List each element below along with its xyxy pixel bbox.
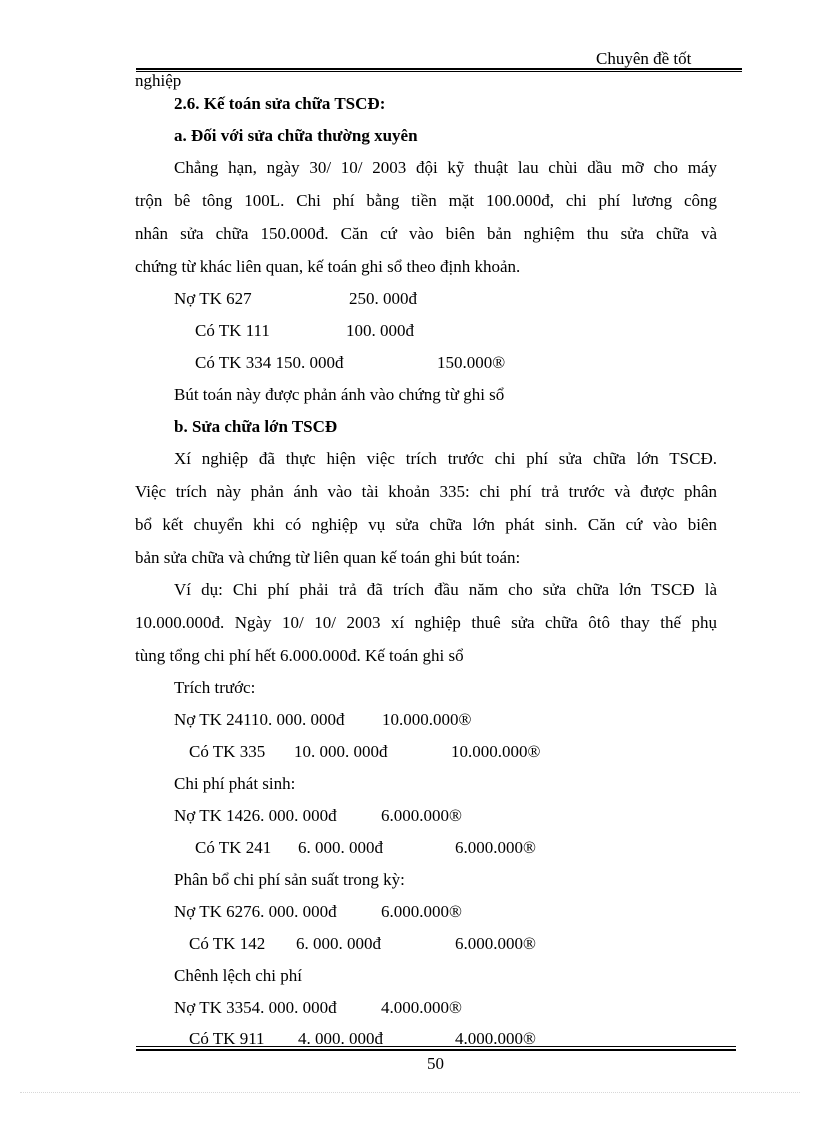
debit-account: Nợ TK 6276. 000. 000đ bbox=[174, 902, 337, 921]
debit-amount: 6.000.000® bbox=[381, 806, 462, 825]
debit-account: Nợ TK 1426. 000. 000đ bbox=[174, 806, 337, 825]
paragraph-line: Việc trích này phản ánh vào tài khoản 335: chi phí trả trước và được phân bbox=[135, 482, 717, 501]
credit-account: Có TK 241 bbox=[195, 838, 272, 857]
credit-amount: 4.000.000® bbox=[455, 1029, 536, 1048]
paragraph-line: bản sửa chữa và chứng từ liên quan kế toán ghi bút toán: bbox=[135, 548, 521, 567]
note-line: Bút toán này được phản ánh vào chứng từ ghi sổ bbox=[174, 385, 505, 404]
credit-account: Có TK 334 150. 000đ bbox=[195, 353, 344, 372]
debit-account: Nợ TK 3354. 000. 000đ bbox=[174, 998, 337, 1017]
page-number: 50 bbox=[427, 1054, 444, 1073]
credit-amount: 4. 000. 000đ bbox=[298, 1029, 383, 1048]
credit-account: Có TK 111 bbox=[195, 321, 270, 340]
header-rule-thin bbox=[136, 71, 742, 72]
paragraph-line: trộn bê tông 100L. Chi phí bằng tiền mặt 100.000đ, chi phí lương công bbox=[135, 191, 717, 210]
header-rule-thick bbox=[136, 68, 742, 70]
credit-account: Có TK 335 bbox=[189, 742, 266, 761]
paragraph-line: bổ kết chuyển khi có nghiệp vụ sửa chữa lớn phát sinh. Căn cứ vào biên bbox=[135, 515, 717, 534]
entry-label: Chênh lệch chi phí bbox=[174, 966, 302, 985]
footer-rule-thin bbox=[136, 1046, 736, 1047]
paragraph-line: tùng tổng chi phí hết 6.000.000đ. Kế toán ghi sổ bbox=[135, 646, 464, 665]
paragraph-line: nhân sửa chữa 150.000đ. Căn cứ vào biên bản nghiệm thu sửa chữa và bbox=[135, 224, 717, 243]
continued-word: nghiệp bbox=[135, 71, 182, 90]
credit-account: Có TK 911 bbox=[189, 1029, 265, 1048]
entry-label: Phân bổ chi phí sản suất trong kỳ: bbox=[174, 870, 405, 889]
debit-account: Nợ TK 24110. 000. 000đ bbox=[174, 710, 345, 729]
credit-amount: 150.000® bbox=[437, 353, 506, 372]
footer-rule-thick bbox=[136, 1049, 736, 1051]
subsection-b-heading: b. Sửa chữa lớn TSCĐ bbox=[174, 417, 338, 436]
credit-amount: 6. 000. 000đ bbox=[298, 838, 383, 857]
debit-amount: 250. 000đ bbox=[349, 289, 417, 308]
paragraph-line: 10.000.000đ. Ngày 10/ 10/ 2003 xí nghiệp thuê sửa chữa ôtô thay thế phụ bbox=[135, 613, 717, 632]
credit-amount: 10.000.000® bbox=[451, 742, 541, 761]
credit-account: Có TK 142 bbox=[189, 934, 266, 953]
debit-amount: 10.000.000® bbox=[382, 710, 472, 729]
section-heading: 2.6. Kế toán sửa chữa TSCĐ: bbox=[174, 94, 386, 113]
paragraph-line: Xí nghiệp đã thực hiện việc trích trước chi phí sửa chữa lớn TSCĐ. bbox=[174, 449, 717, 468]
paragraph-line: Ví dụ: Chi phí phải trả đã trích đầu năm cho sửa chữa lớn TSCĐ là bbox=[174, 580, 717, 599]
credit-amount: 6.000.000® bbox=[455, 838, 536, 857]
credit-amount: 10. 000. 000đ bbox=[294, 742, 388, 761]
credit-amount: 100. 000đ bbox=[346, 321, 414, 340]
entry-label: Chi phí phát sinh: bbox=[174, 774, 296, 793]
paragraph-line: Chẳng hạn, ngày 30/ 10/ 2003 đội kỹ thuật lau chùi dầu mỡ cho máy bbox=[174, 158, 717, 177]
header-title: Chuyên đề tốt bbox=[596, 49, 692, 68]
debit-amount: 4.000.000® bbox=[381, 998, 462, 1017]
entry-label: Trích trước: bbox=[174, 678, 256, 697]
credit-amount: 6.000.000® bbox=[455, 934, 536, 953]
subsection-a-heading: a. Đối với sửa chữa thường xuyên bbox=[174, 126, 418, 145]
page-edge-divider bbox=[20, 1092, 800, 1093]
debit-amount: 6.000.000® bbox=[381, 902, 462, 921]
paragraph-line: chứng từ khác liên quan, kế toán ghi sổ theo định khoản. bbox=[135, 257, 521, 276]
credit-amount: 6. 000. 000đ bbox=[296, 934, 381, 953]
debit-account: Nợ TK 627 bbox=[174, 289, 252, 308]
